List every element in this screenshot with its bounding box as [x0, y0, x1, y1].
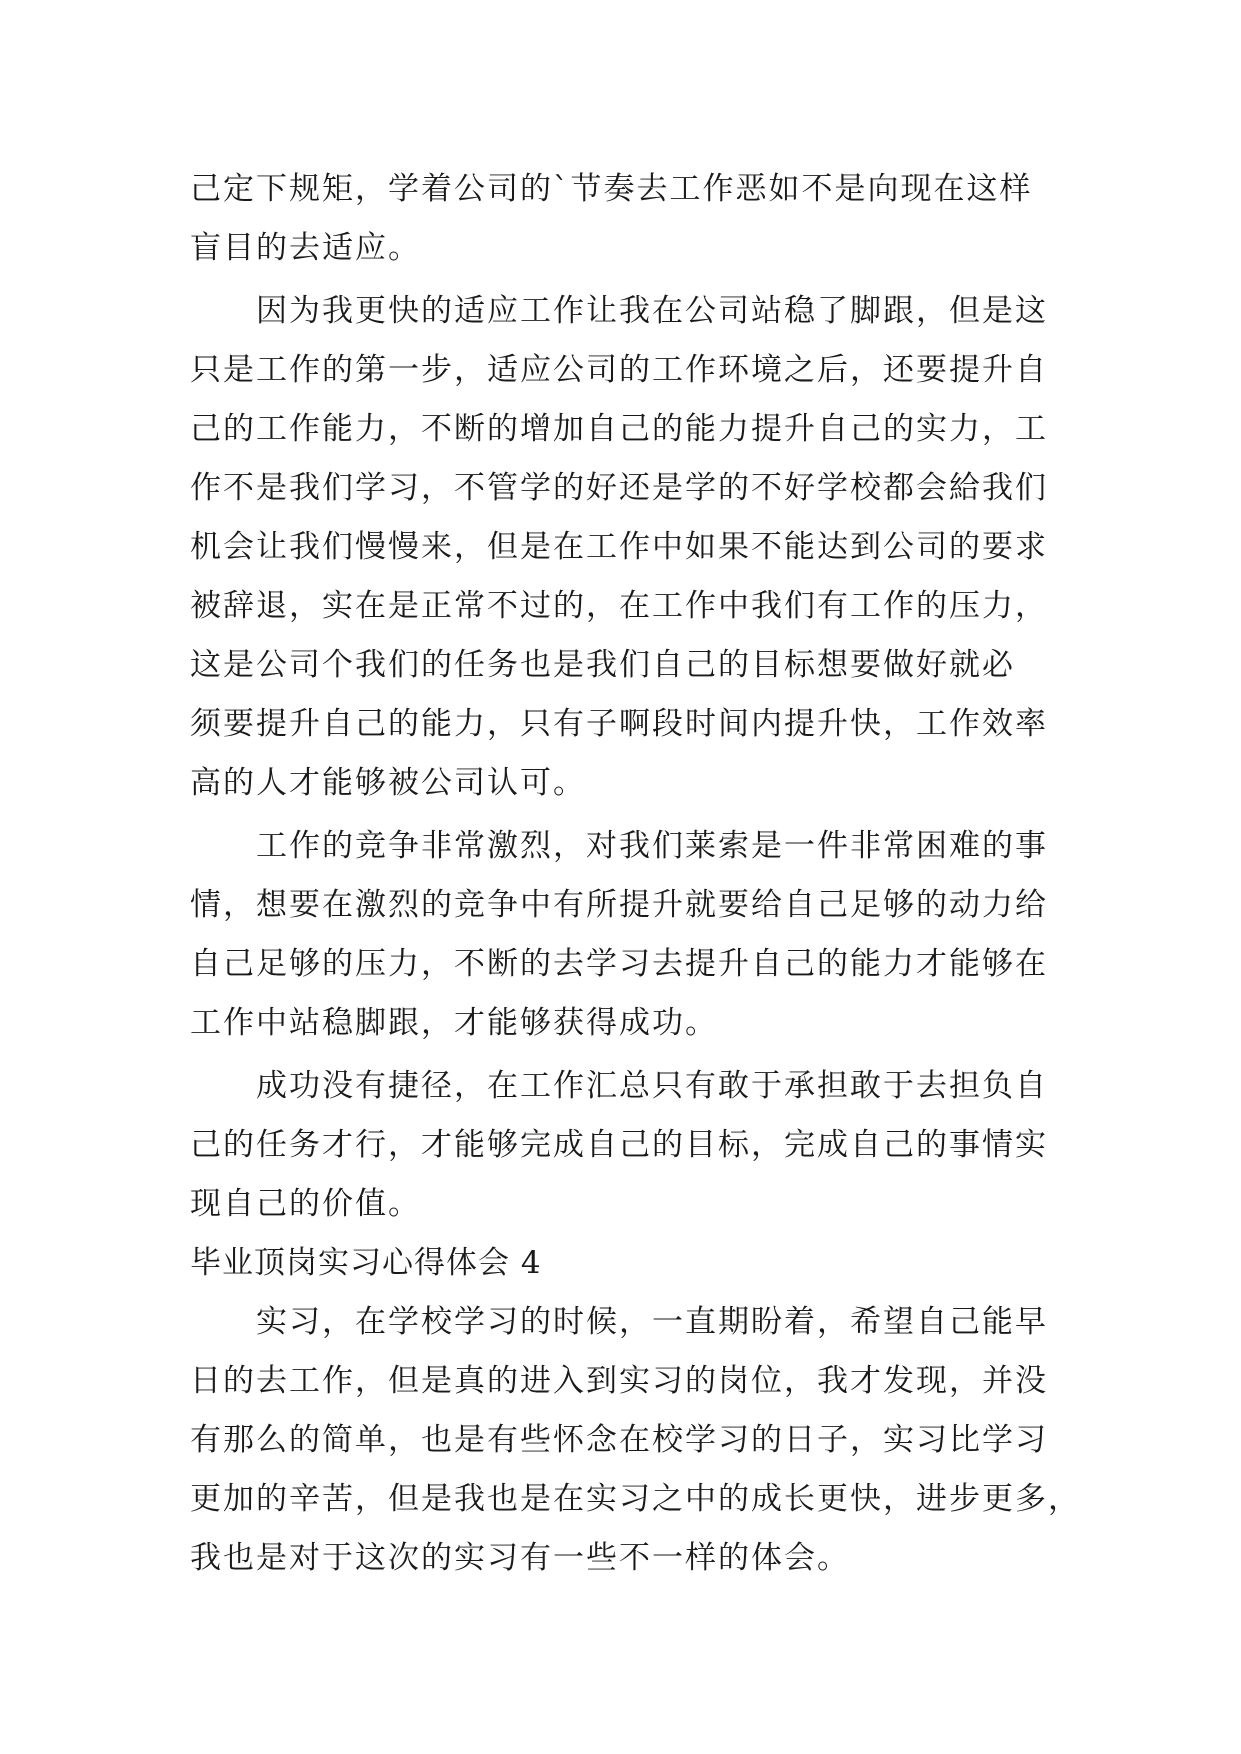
text-line: 我也是对于这次的实习有一些不一样的体会。	[190, 1540, 850, 1576]
text-line: 情，想要在激烈的竞争中有所提升就要给自己足够的动力给	[190, 887, 1048, 923]
text-line: 有那么的简单，也是有些怀念在校学习的日子，实习比学习	[190, 1422, 1048, 1458]
text-line: 机会让我们慢慢来，但是在工作中如果不能达到公司的要求	[190, 529, 1048, 565]
paragraph-1	[190, 160, 1060, 278]
text-line: 须要提升自己的能力，只有子啊段时间内提升快，工作效率	[190, 706, 1048, 742]
text-line: 实习，在学校学习的时候，一直期盼着，希望自己能早	[190, 1304, 1048, 1340]
paragraph-4	[190, 1057, 1060, 1234]
text-line: 己的任务才行，才能够完成自己的目标，完成自己的事情实	[190, 1127, 1048, 1163]
text-line: 工作的竞争非常激烈，对我们莱索是一件非常困难的事	[190, 828, 1048, 864]
text-line: 己定下规矩，学着公司的`节奏去工作恶如不是向现在这样	[190, 171, 1033, 207]
paragraph-5	[190, 1293, 1081, 1588]
text-line: 自己足够的压力，不断的去学习去提升自己的能力才能够在	[190, 946, 1048, 982]
text-line: 现自己的价值。	[190, 1186, 421, 1222]
text-line: 高的人才能够被公司认可。	[190, 765, 586, 801]
text-line: 因为我更快的适应工作让我在公司站稳了脚跟，但是这	[190, 293, 1048, 329]
text-line: 盲目的去适应。	[190, 230, 421, 266]
document-page	[190, 160, 1081, 1588]
text-line: 日的去工作，但是真的进入到实习的岗位，我才发现，并没	[190, 1363, 1048, 1399]
text-line: 这是公司个我们的任务也是我们自己的目标想要做好就必	[190, 647, 1015, 683]
text-line: 工作中站稳脚跟，才能够获得成功。	[190, 1005, 718, 1041]
paragraph-2	[190, 282, 1060, 813]
text-line: 作不是我们学习，不管学的好还是学的不好学校都会給我们	[190, 470, 1048, 506]
text-line: 更加的辛苦，但是我也是在实习之中的成长更快，进步更多，	[190, 1481, 1081, 1517]
text-line: 成功没有捷径，在工作汇总只有敢于承担敢于去担负自	[190, 1068, 1048, 1104]
section-heading: 毕业顶岗实习心得体会 4	[190, 1245, 542, 1281]
text-line: 只是工作的第一步，适应公司的工作环境之后，还要提升自	[190, 352, 1048, 388]
text-line: 被辞退，实在是正常不过的，在工作中我们有工作的压力，	[190, 588, 1048, 624]
text-line: 己的工作能力，不断的增加自己的能力提升自己的实力，工	[190, 411, 1048, 447]
paragraph-3	[190, 817, 1060, 1053]
